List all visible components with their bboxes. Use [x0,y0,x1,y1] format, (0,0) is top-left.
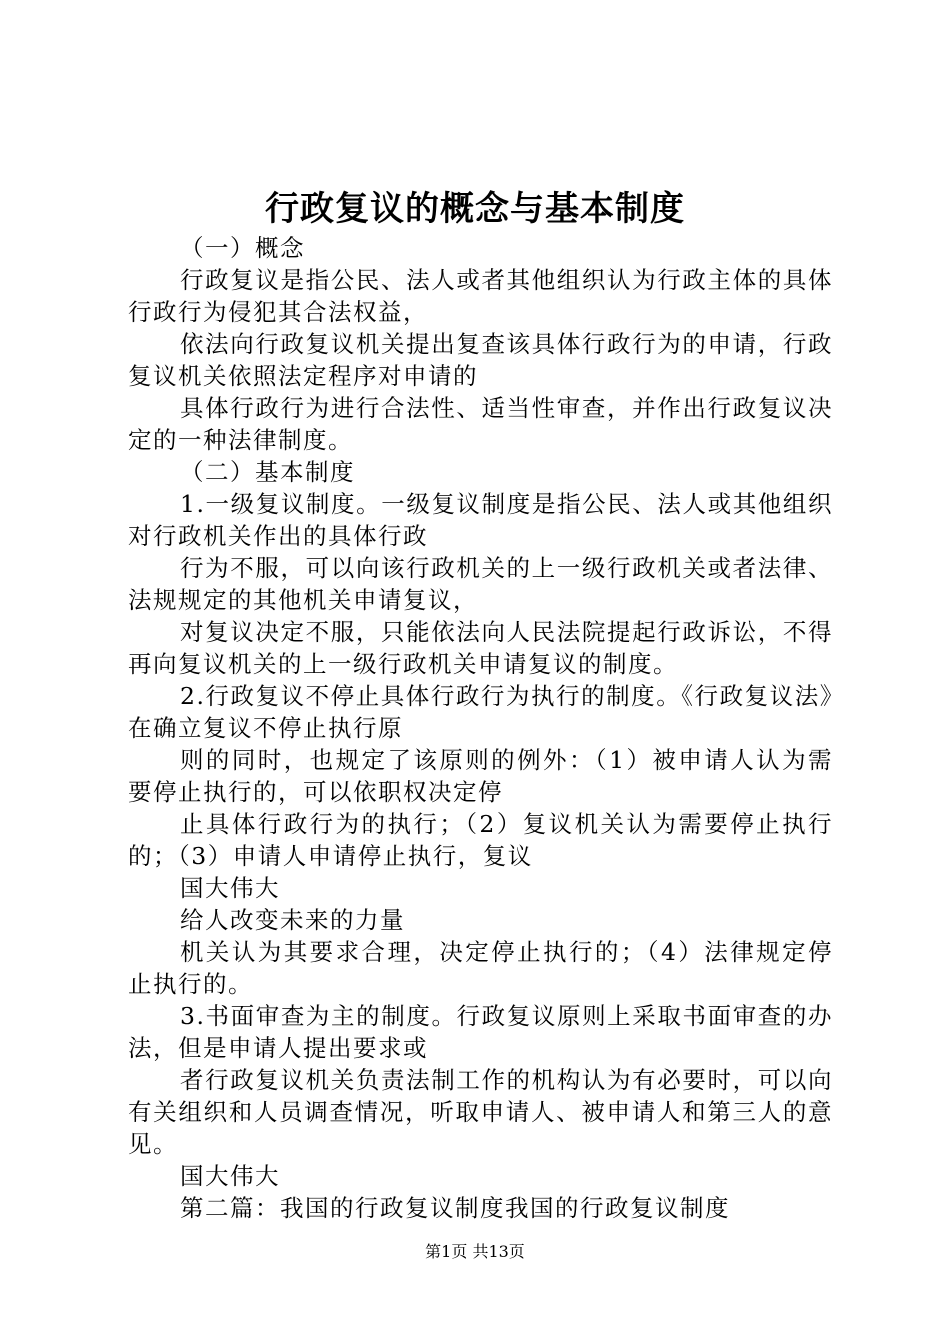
paragraph: 机关认为其要求合理，决定停止执行的；（4）法律规定停止执行的。 [128,938,833,998]
paragraph: 依法向行政复议机关提出复查该具体行政行为的申请，行政复议机关依照法定程序对申请的 [128,330,833,390]
document-body [128,232,833,1224]
paragraph: 者行政复议机关负责法制工作的机构认为有必要时，可以向有关组织和人员调查情况，听取申请人、被申请人和第三人的意见。 [128,1066,833,1158]
paragraph: 行政复议是指公民、法人或者其他组织认为行政主体的具体行政行为侵犯其合法权益， [128,266,833,326]
paragraph: 国大伟大 [180,1162,280,1190]
paragraph: 止具体行政行为的执行；（2）复议机关认为需要停止执行的；（3）申请人申请停止执行，复议 [128,810,833,870]
page-number-footer: 第1页 共13页 [425,1242,525,1261]
paragraph: 3.书面审查为主的制度。行政复议原则上采取书面审查的办法，但是申请人提出要求或 [128,1002,833,1062]
paragraph: 对复议决定不服，只能依法向人民法院提起行政诉讼，不得再向复议机关的上一级行政机关申请复议的制度。 [128,618,833,678]
paragraph: 第二篇：我国的行政复议制度我国的行政复议制度 [180,1194,730,1222]
paragraph: 行为不服，可以向该行政机关的上一级行政机关或者法律、法规规定的其他机关申请复议， [128,554,833,614]
paragraph: （二）基本制度 [180,458,355,486]
paragraph: （一）概念 [180,234,305,262]
paragraph: 给人改变未来的力量 [180,906,405,934]
paragraph: 1.一级复议制度。一级复议制度是指公民、法人或其他组织对行政机关作出的具体行政 [128,490,833,550]
paragraph: 具体行政行为进行合法性、适当性审查，并作出行政复议决定的一种法律制度。 [128,394,833,454]
paragraph: 则的同时，也规定了该原则的例外：（1）被申请人认为需要停止执行的，可以依职权决定停 [128,746,833,806]
paragraph: 国大伟大 [180,874,280,902]
paragraph: 2.行政复议不停止具体行政行为执行的制度。《行政复议法》在确立复议不停止执行原 [128,682,833,742]
document-title: 行政复议的概念与基本制度 [265,189,685,229]
